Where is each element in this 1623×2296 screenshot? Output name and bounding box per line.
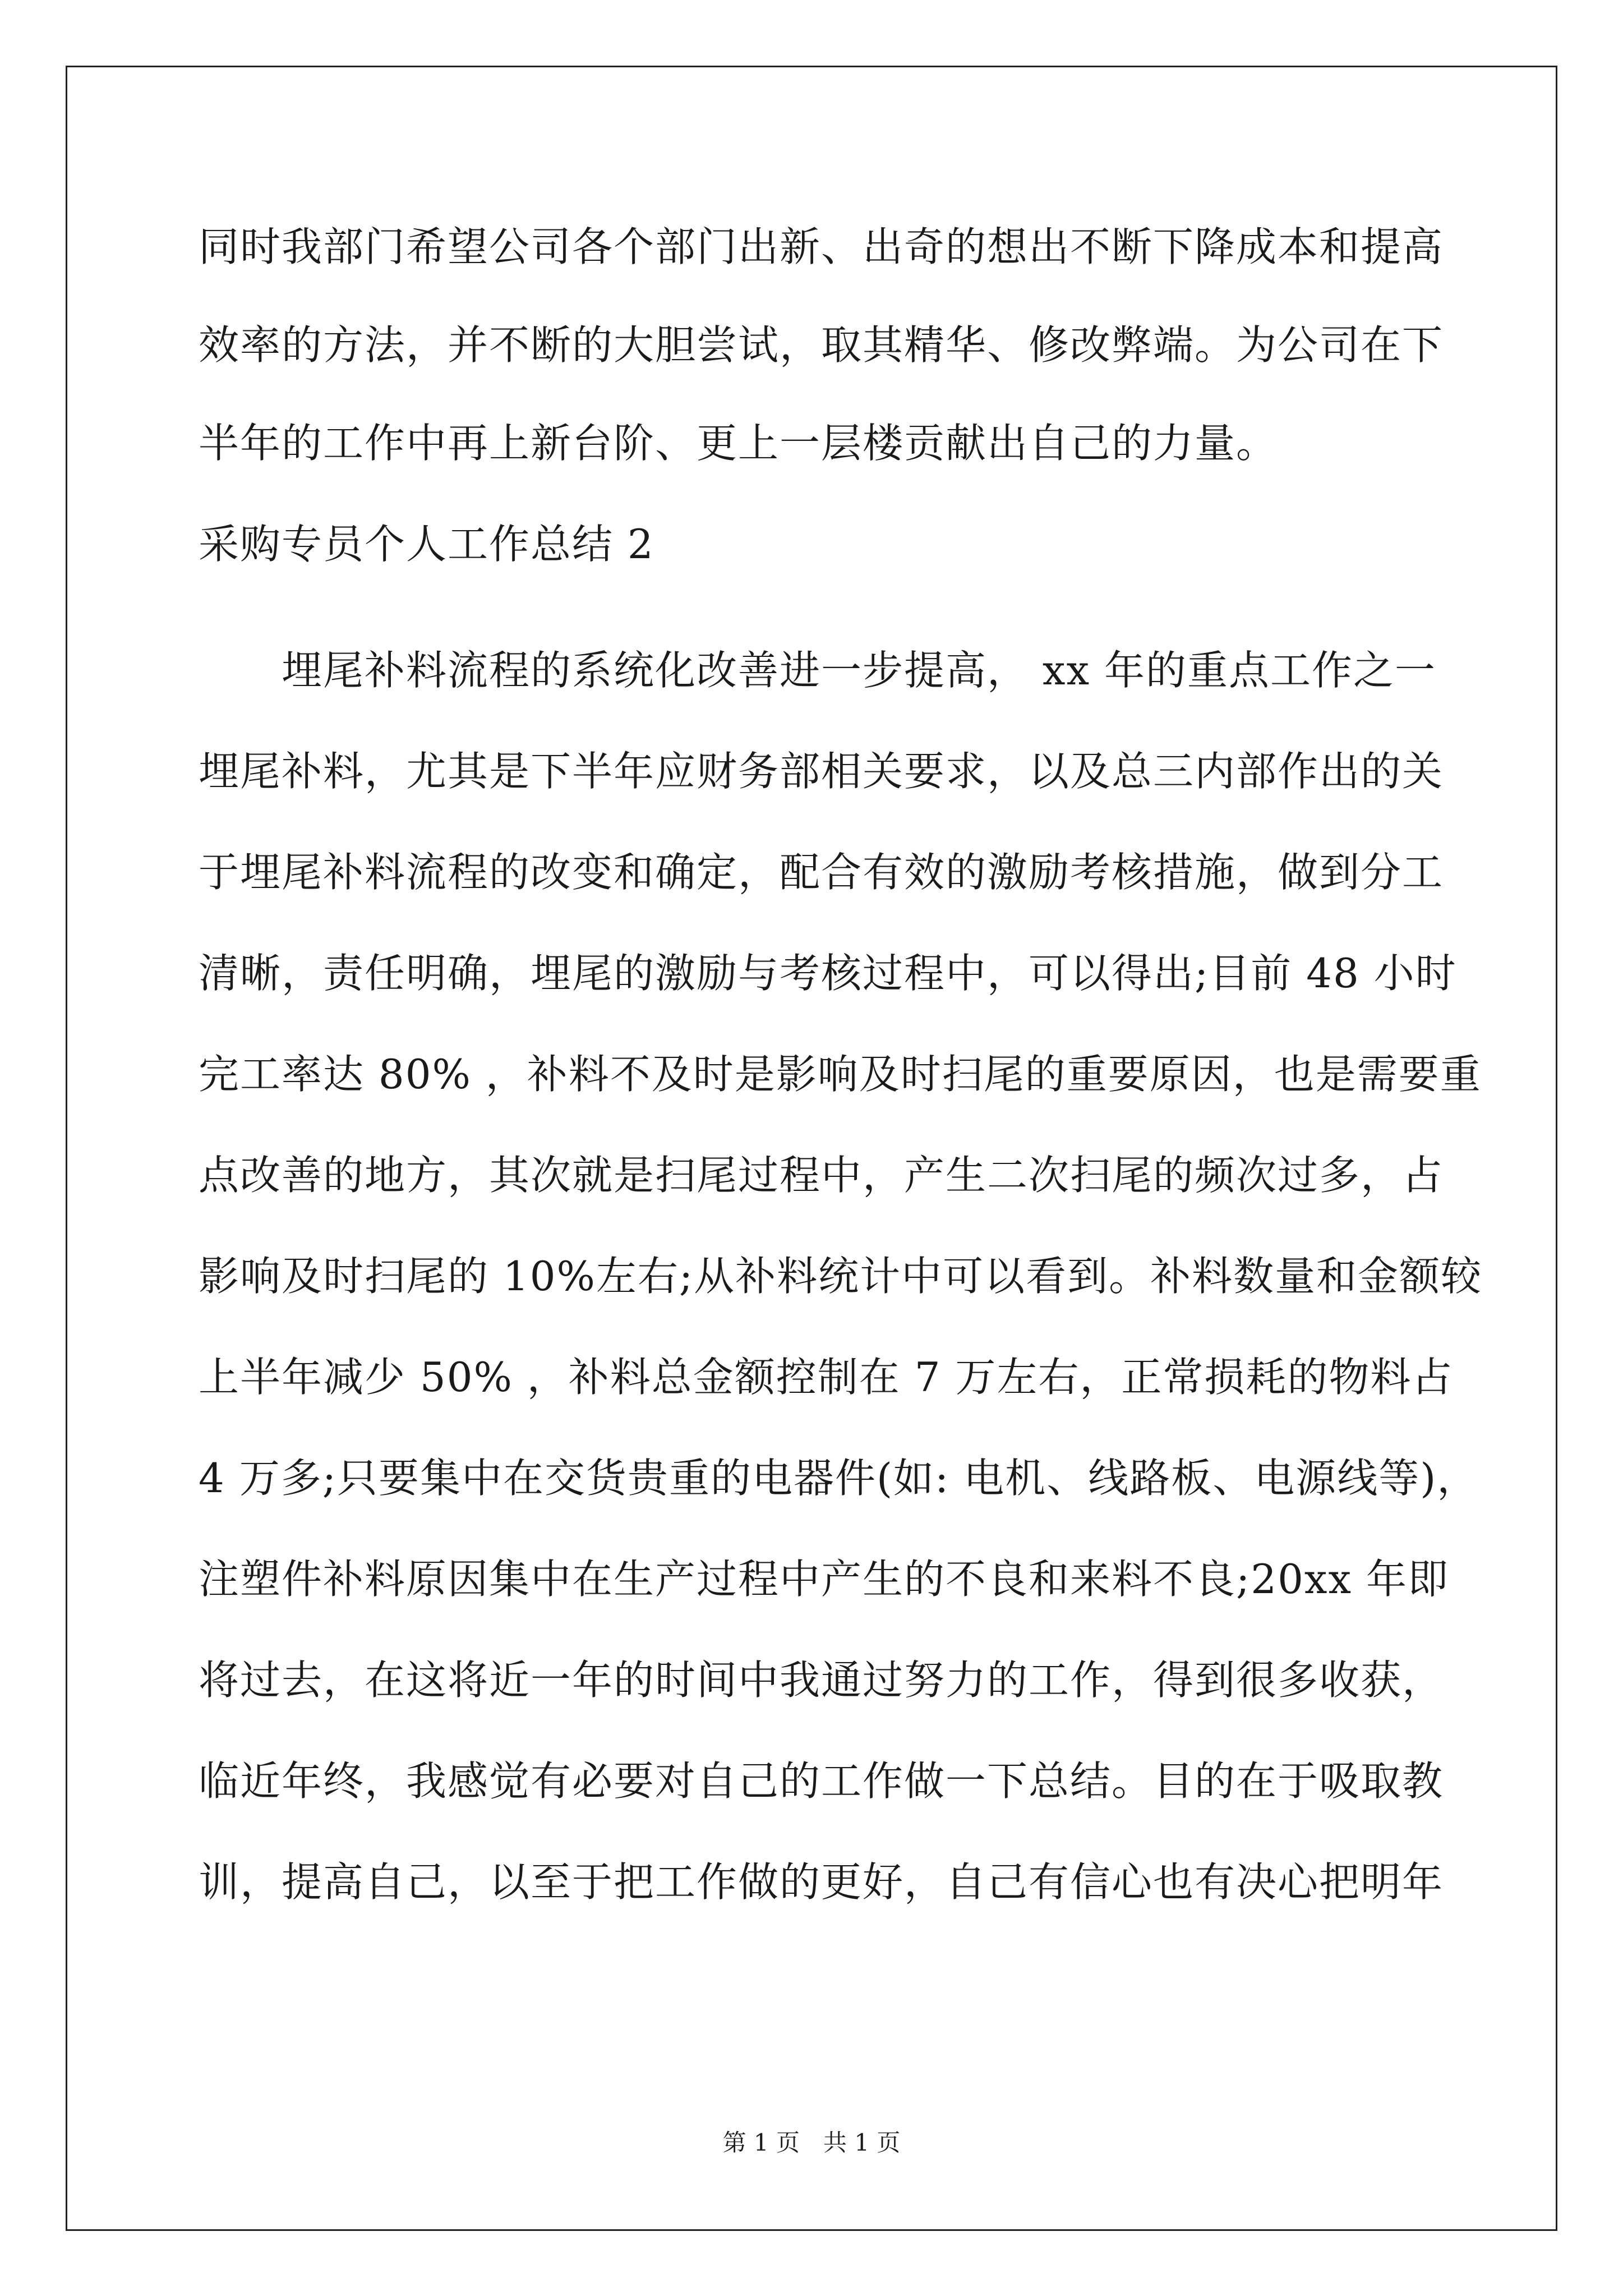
text-line: 于埋尾补料流程的改变和确定，配合有效的激励考核措施，做到分工 [199,849,1444,896]
text-line: 半年的工作中再上新台阶、更上一层楼贡献出自己的力量。 [199,420,1278,467]
text-line: 效率的方法，并不断的大胆尝试，取其精华、修改弊端。为公司在下 [199,321,1444,369]
text-line: 同时我部门希望公司各个部门出新、出奇的想出不断下降成本和提高 [199,223,1444,270]
text-line: 将过去，在这将近一年的时间中我通过努力的工作，得到很多收获， [199,1657,1444,1704]
section-heading: 采购专员个人工作总结 2 [199,521,654,568]
text-line: 埋尾补料流程的系统化改善进一步提高， xx 年的重点工作之一 [199,647,1436,694]
text-line: 临近年终，我感觉有必要对自己的工作做一下总结。目的在于吸取教 [199,1757,1444,1805]
page-footer: 第 1 页 共 1 页 [722,2129,901,2156]
text-line: 点改善的地方，其次就是扫尾过程中，产生二次扫尾的频次过多，占 [199,1152,1444,1199]
text-line: 上半年减少 50% ，补料总金额控制在 7 万左右，正常损耗的物料占 [199,1354,1454,1401]
text-line: 完工率达 80% ，补料不及时是影响及时扫尾的重要原因，也是需要重 [199,1051,1482,1098]
text-line: 埋尾补料，尤其是下半年应财务部相关要求，以及总三内部作出的关 [199,748,1444,795]
text-line: 影响及时扫尾的 10%左右;从补料统计中可以看到。补料数量和金额较 [199,1253,1483,1300]
text-line: 训，提高自己，以至于把工作做的更好，自己有信心也有决心把明年 [199,1858,1444,1906]
text-line: 4 万多;只要集中在交货贵重的电器件(如: 电机、线路板、电源线等)， [199,1455,1479,1502]
text-line: 注塑件补料原因集中在生产过程中产生的不良和来料不良;20xx 年即 [199,1556,1449,1603]
text-line: 清晰，责任明确，埋尾的激励与考核过程中，可以得出;目前 48 小时 [199,950,1457,997]
